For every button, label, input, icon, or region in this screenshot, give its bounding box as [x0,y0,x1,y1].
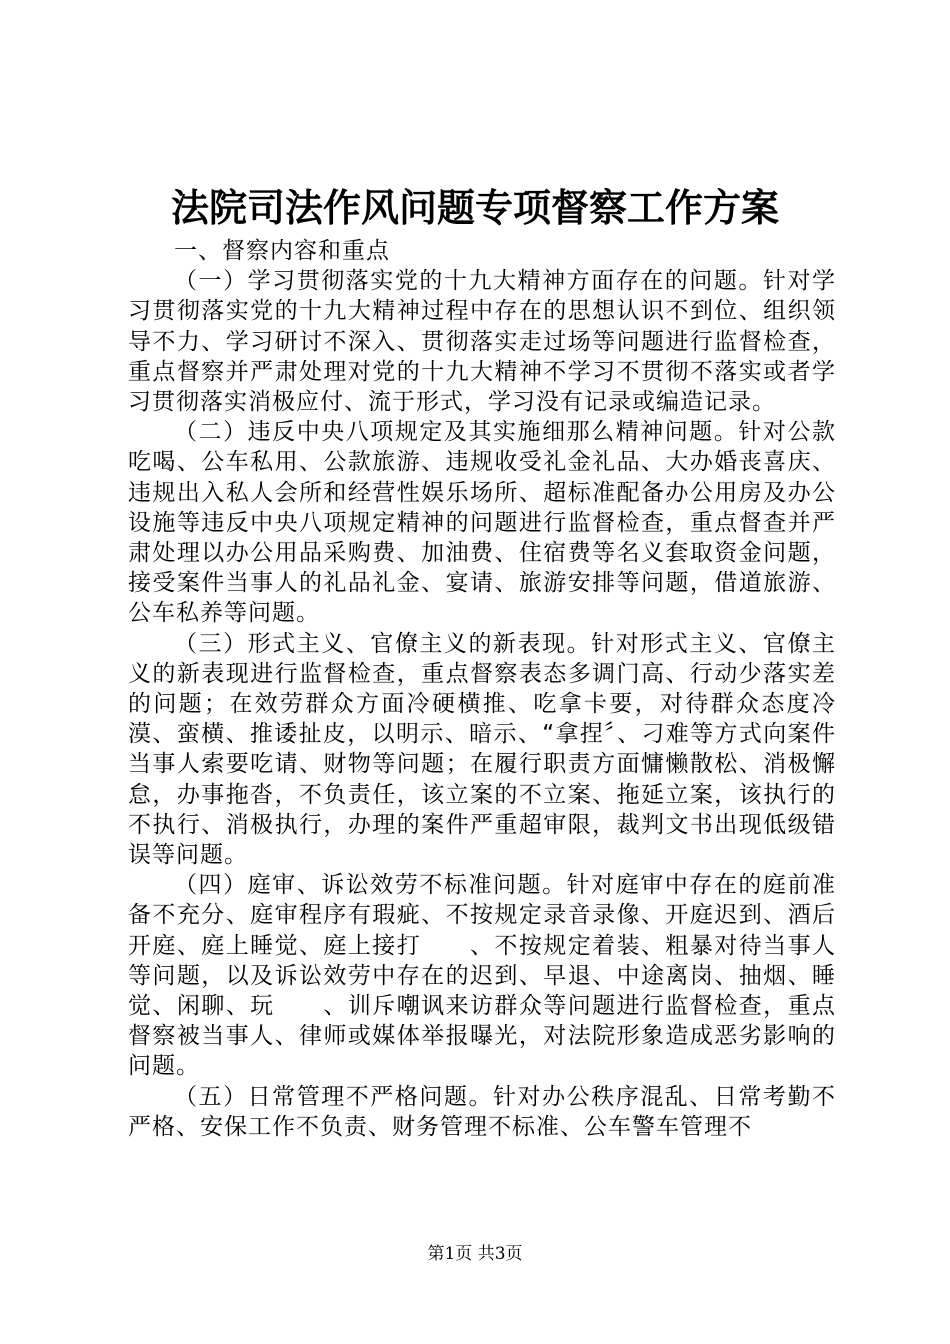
paragraph-2: （二）违反中央八项规定及其实施细那么精神问题。针对公款吃喝、公车私用、公款旅游、违规收受礼金礼品、大办婚丧喜庆、违规出入私人会所和经营性娱乐场所、超标准配备办公用房及办公设施等违反中央八项规定精神的问题进行监督检查，重点督查并严肃处理以办公用品采购费、加油费、住宿费等名义套取资金问题，接受案件当事人的礼品礼金、宴请、旅游安排等问题，借道旅游、公车私养等问题。 [128,419,836,627]
page-footer: 第1页 共3页 [427,1244,523,1264]
paragraph-4: （四）庭审、诉讼效劳不标准问题。针对庭审中存在的庭前准备不充分、庭审程序有瑕疵、不按规定录音录像、开庭迟到、酒后开庭、庭上睡觉、庭上接打 、不按规定着装、粗暴对待当事人等问题，以及诉讼效劳中存在的迟到、早退、中途离岗、抽烟、睡觉、闲聊、玩 、训斥嘲讽来访群众等问题进行监督检查，重点督察被当事人、律师或媒体举报曝光，对法院形象造成恶劣影响的问题。 [128,872,836,1080]
document-title: 法院司法作风问题专项督察工作方案 [170,185,779,230]
paragraph-1: （一）学习贯彻落实党的十九大精神方面存在的问题。针对学习贯彻落实党的十九大精神过程中存在的思想认识不到位、组织领导不力、学习研讨不深入、贯彻落实走过场等问题进行监督检查，重点督察并严肃处理对党的十九大精神不学习不贯彻不落实或者学习贯彻落实消极应付、流于形式，学习没有记录或编造记录。 [128,268,836,416]
paragraph-5: （五）日常管理不严格问题。针对办公秩序混乱、日常考勤不严格、安保工作不负责、财务管理不标准、公车警车管理不 [128,1083,836,1140]
section-heading: 一、督察内容和重点 [174,238,390,264]
document-body [128,236,836,1142]
paragraph-3: （三）形式主义、官僚主义的新表现。针对形式主义、官僚主义的新表现进行监督检查，重点督察表态多调门高、行动少落实差的问题；在效劳群众方面冷硬横推、吃拿卡要，对待群众态度冷漠、蛮横、推诿扯皮，以明示、暗示、“拿捏〞、刁难等方式向案件当事人索要吃请、财物等问题；在履行职责方面慵懒散松、消极懈怠，办事拖沓，不负责任，该立案的不立案、拖延立案，该执行的不执行、消极执行，办理的案件严重超审限，裁判文书出现低级错误等问题。 [128,630,836,869]
